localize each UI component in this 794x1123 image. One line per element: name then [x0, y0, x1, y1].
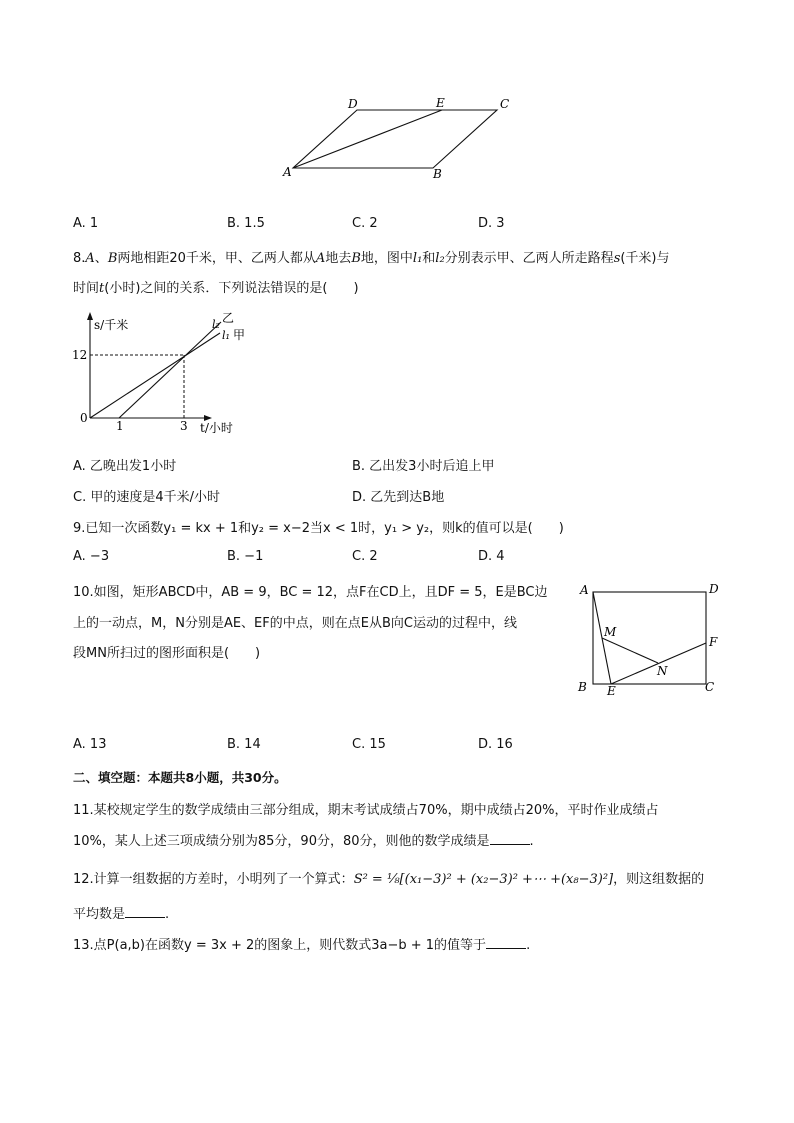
q8-option-a[interactable]: A. 乙晚出发1小时: [73, 459, 177, 474]
q12-answer-blank[interactable]: [125, 905, 165, 918]
q8-line-2: 时间t(小时)之间的关系．下列说法错误的是( ): [73, 281, 359, 296]
q8-option-c[interactable]: C. 甲的速度是4千米/小时: [73, 490, 220, 505]
label-E: E: [436, 96, 445, 110]
q12-formula: S² = ⅛[(x₁−3)² + (x₂−3)² +⋯ +(x₈−3)²]: [353, 872, 614, 887]
label-A: A: [283, 165, 292, 179]
q7-option-d[interactable]: D. 3: [478, 216, 505, 231]
fig10-label-E: E: [607, 684, 616, 698]
fig10-label-B: B: [578, 680, 587, 694]
graph-l1-label: l₁: [222, 329, 230, 342]
q13-line: 13.点P(a,b)在函数y = 3x + 2的图象上，则代数式3a−b + 1的值等于 .: [73, 938, 531, 953]
q10-option-c[interactable]: C. 15: [352, 737, 386, 752]
q8-option-b[interactable]: B. 乙出发3小时后追上甲: [352, 459, 495, 474]
q7-option-a[interactable]: A. 1: [73, 216, 99, 231]
q10-rectangle-figure: [574, 578, 724, 700]
graph-jia-label: 甲: [233, 328, 246, 342]
q7-option-c[interactable]: C. 2: [352, 216, 378, 231]
parallelogram-figure: [270, 90, 530, 185]
fig10-label-F: F: [709, 635, 718, 649]
label-D: D: [348, 97, 358, 111]
fig10-label-N: N: [657, 664, 668, 678]
fig10-label-D: D: [709, 582, 719, 596]
q10-line-1: 10.如图，矩形ABCD中，AB = 9，BC = 12，点F在CD上，且DF = 5，E是BC边: [73, 585, 548, 600]
graph-xlabel: t/小时: [200, 421, 233, 435]
q8-distance-time-graph: [70, 308, 260, 443]
q9-option-d[interactable]: D. 4: [478, 549, 505, 564]
q11-answer-blank[interactable]: [490, 832, 530, 845]
q8-option-d[interactable]: D. 乙先到达B地: [352, 490, 445, 505]
q9-question: 9.已知一次函数y₁ = kx + 1和y₂ = x−2当x < 1时，y₁ > y₂，则k的值可以是( ): [73, 521, 564, 536]
q10-line-2: 上的一动点，M，N分别是AE、EF的中点，则在点E从B向C运动的过程中，线: [73, 616, 517, 631]
q10-option-d[interactable]: D. 16: [478, 737, 513, 752]
q10-option-a[interactable]: A. 13: [73, 737, 107, 752]
q8-line-1: 8.A、B两地相距20千米，甲、乙两人都从A地去B地，图中l₁和l₂分别表示甲、乙两人所走路程s(千米)与: [73, 251, 670, 266]
graph-l2-label: l₂: [212, 318, 220, 331]
graph-tick-1: 1: [116, 419, 124, 433]
q9-option-a[interactable]: A. −3: [73, 549, 110, 564]
q9-option-c[interactable]: C. 2: [352, 549, 378, 564]
q11-line-1: 11.某校规定学生的数学成绩由三部分组成，期末考试成绩占70%，期中成绩占20%，平时作业成绩占: [73, 803, 659, 818]
q12-line-1: 12.计算一组数据的方差时，小明列了一个算式：S² = ⅛[(x₁−3)² + (x₂−3)² +⋯ +(x₈−3)²]，则这组数据的: [73, 872, 705, 887]
fig10-label-C: C: [705, 680, 715, 694]
q10-line-3: 段MN所扫过的图形面积是( ): [73, 646, 261, 661]
label-B: B: [433, 167, 442, 181]
graph-ylabel: s/千米: [94, 318, 129, 332]
label-C: C: [500, 97, 510, 111]
graph-tick-3: 3: [180, 419, 188, 433]
section-2-heading: 二、填空题：本题共8小题，共30分。: [73, 770, 287, 785]
q11-line-2: 10%，某人上述三项成绩分别为85分，90分，80分，则他的数学成绩是 .: [73, 834, 534, 849]
q7-option-b[interactable]: B. 1.5: [227, 216, 265, 231]
graph-tick-12: 12: [72, 348, 88, 362]
q13-answer-blank[interactable]: [486, 936, 526, 949]
q10-option-b[interactable]: B. 14: [227, 737, 261, 752]
graph-origin: 0: [80, 411, 88, 425]
graph-yi-label: 乙: [222, 311, 235, 325]
fig10-label-M: M: [604, 625, 617, 639]
fig10-label-A: A: [580, 583, 589, 597]
q9-option-b[interactable]: B. −1: [227, 549, 264, 564]
q12-line-2: 平均数是 .: [73, 907, 170, 922]
